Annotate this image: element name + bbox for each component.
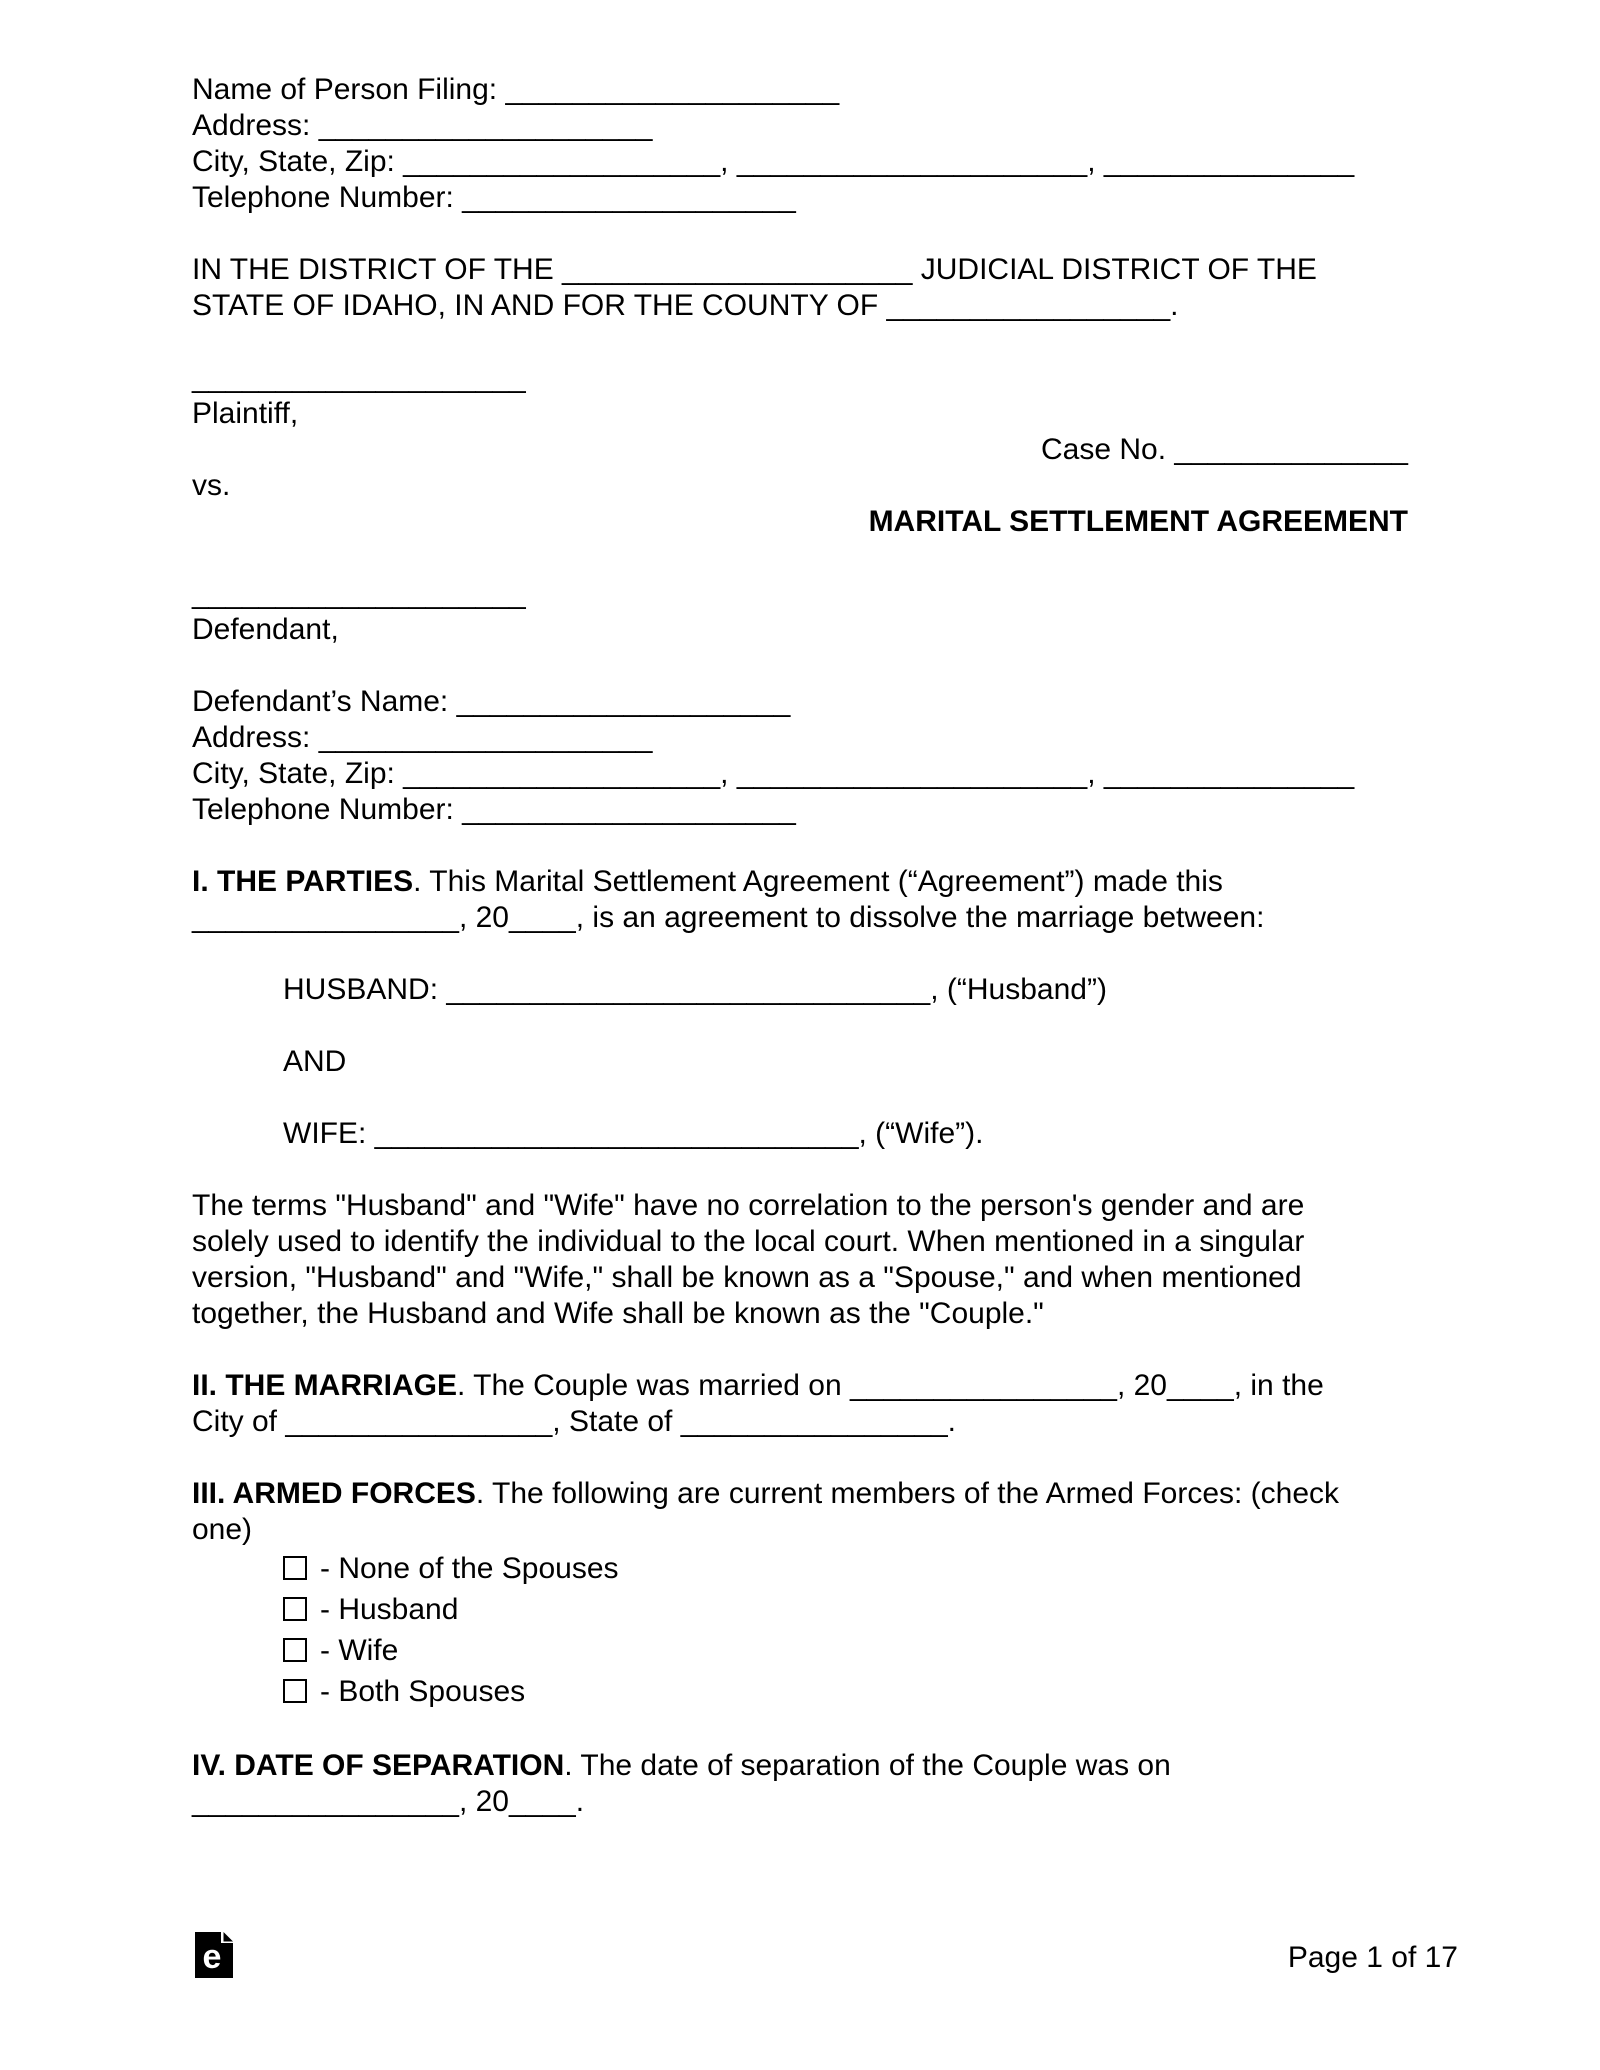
section-marriage-line-1 (192, 1368, 1408, 1404)
spacer (192, 1712, 1408, 1748)
section-separation-heading: IV. DATE OF SEPARATION (192, 1749, 565, 1782)
husband-line: HUSBAND: _____________________________, (“Husband”) (283, 973, 1107, 1006)
section-parties-text: . This Marital Settlement Agreement (“Agreement”) made this (413, 865, 1223, 898)
filer-telephone-line: Telephone Number: ____________________ (192, 181, 796, 214)
spacer (192, 1440, 1408, 1476)
court-caption-line-1: IN THE DISTRICT OF THE _____________________ JUDICIAL DISTRICT OF THE (192, 253, 1317, 286)
spacer (192, 1008, 1408, 1044)
section-armed-forces-text: . The following are current members of the Armed Forces: (check (475, 1477, 1340, 1510)
spacer (192, 828, 1408, 864)
defendant-label: Defendant, (192, 613, 339, 646)
defendant-info-name-line: Defendant’s Name: ____________________ (192, 685, 791, 718)
section-separation-line-2: ________________, 20____. (192, 1785, 585, 1818)
terms-paragraph-line-2: solely used to identify the individual to the local court. When mentioned in a singular (192, 1225, 1305, 1258)
vs-label: vs. (192, 469, 231, 502)
plaintiff-name-blank: ____________________ (192, 361, 526, 394)
spacer (192, 324, 1408, 360)
checkbox-icon[interactable] (283, 1597, 307, 1621)
spacer (192, 540, 1408, 576)
plaintiff-label: Plaintiff, (192, 397, 299, 430)
terms-paragraph-line-3: version, "Husband" and "Wife," shall be known as a "Spouse," and when mentioned (192, 1261, 1302, 1294)
section-parties-heading: I. THE PARTIES (192, 865, 414, 898)
spacer (192, 1080, 1408, 1116)
armed-forces-option-none (192, 1548, 1408, 1589)
and-label: AND (283, 1045, 347, 1078)
armed-forces-option-both (192, 1671, 1408, 1712)
filer-name-line: Name of Person Filing: ____________________ (192, 73, 840, 106)
filer-city-state-zip-line: City, State, Zip: ___________________, _____________________, _______________ (192, 145, 1355, 178)
page-number: Page 1 of 17 (1287, 1941, 1458, 1974)
defendant-info-address-line: Address: ____________________ (192, 721, 653, 754)
defendant-info-city-state-zip-line: City, State, Zip: ___________________, _____________________, _______________ (192, 757, 1355, 790)
spacer (192, 216, 1408, 252)
section-armed-forces-heading: III. ARMED FORCES (192, 1477, 476, 1510)
defendant-name-blank: ____________________ (192, 577, 526, 610)
document-title: MARITAL SETTLEMENT AGREEMENT (868, 505, 1408, 538)
armed-forces-option-husband (192, 1589, 1408, 1630)
section-separation-text: . The date of separation of the Couple was on (564, 1749, 1171, 1782)
armed-forces-option-label: - Wife (320, 1634, 399, 1667)
checkbox-icon[interactable] (283, 1556, 307, 1580)
armed-forces-option-label: - Both Spouses (320, 1675, 526, 1708)
checkbox-icon[interactable] (283, 1679, 307, 1703)
section-marriage-line-2: City of ________________, State of ________________. (192, 1405, 957, 1438)
section-parties-line-1 (192, 864, 1408, 900)
section-armed-forces-line-1 (192, 1476, 1408, 1512)
checkbox-icon[interactable] (283, 1638, 307, 1662)
section-armed-forces-line-2: one) (192, 1513, 253, 1546)
section-separation-line-1 (192, 1748, 1408, 1784)
terms-paragraph-line-1: The terms "Husband" and "Wife" have no correlation to the person's gender and are (192, 1189, 1305, 1222)
armed-forces-option-label: - Husband (320, 1593, 459, 1626)
armed-forces-option-label: - None of the Spouses (320, 1552, 619, 1585)
section-marriage-heading: II. THE MARRIAGE (192, 1369, 458, 1402)
spacer (192, 936, 1408, 972)
eforms-logo-icon (195, 1932, 233, 1978)
wife-line: WIFE: _____________________________, (“Wife”). (283, 1117, 984, 1150)
terms-paragraph-line-4: together, the Husband and Wife shall be known as the "Couple." (192, 1297, 1044, 1330)
spacer (192, 1152, 1408, 1188)
filer-address-line: Address: ____________________ (192, 109, 653, 142)
section-marriage-text: . The Couple was married on ________________, 20____, in the (457, 1369, 1324, 1402)
spacer (192, 1332, 1408, 1368)
svg-text:e: e (202, 1938, 222, 1976)
section-parties-line-2: ________________, 20____, is an agreement to dissolve the marriage between: (192, 901, 1265, 934)
armed-forces-option-wife (192, 1630, 1408, 1671)
spacer (192, 648, 1408, 684)
court-caption-line-2: STATE OF IDAHO, IN AND FOR THE COUNTY OF _________________. (192, 289, 1179, 322)
case-number-line: Case No. ______________ (1041, 433, 1408, 466)
defendant-info-telephone-line: Telephone Number: ____________________ (192, 793, 796, 826)
